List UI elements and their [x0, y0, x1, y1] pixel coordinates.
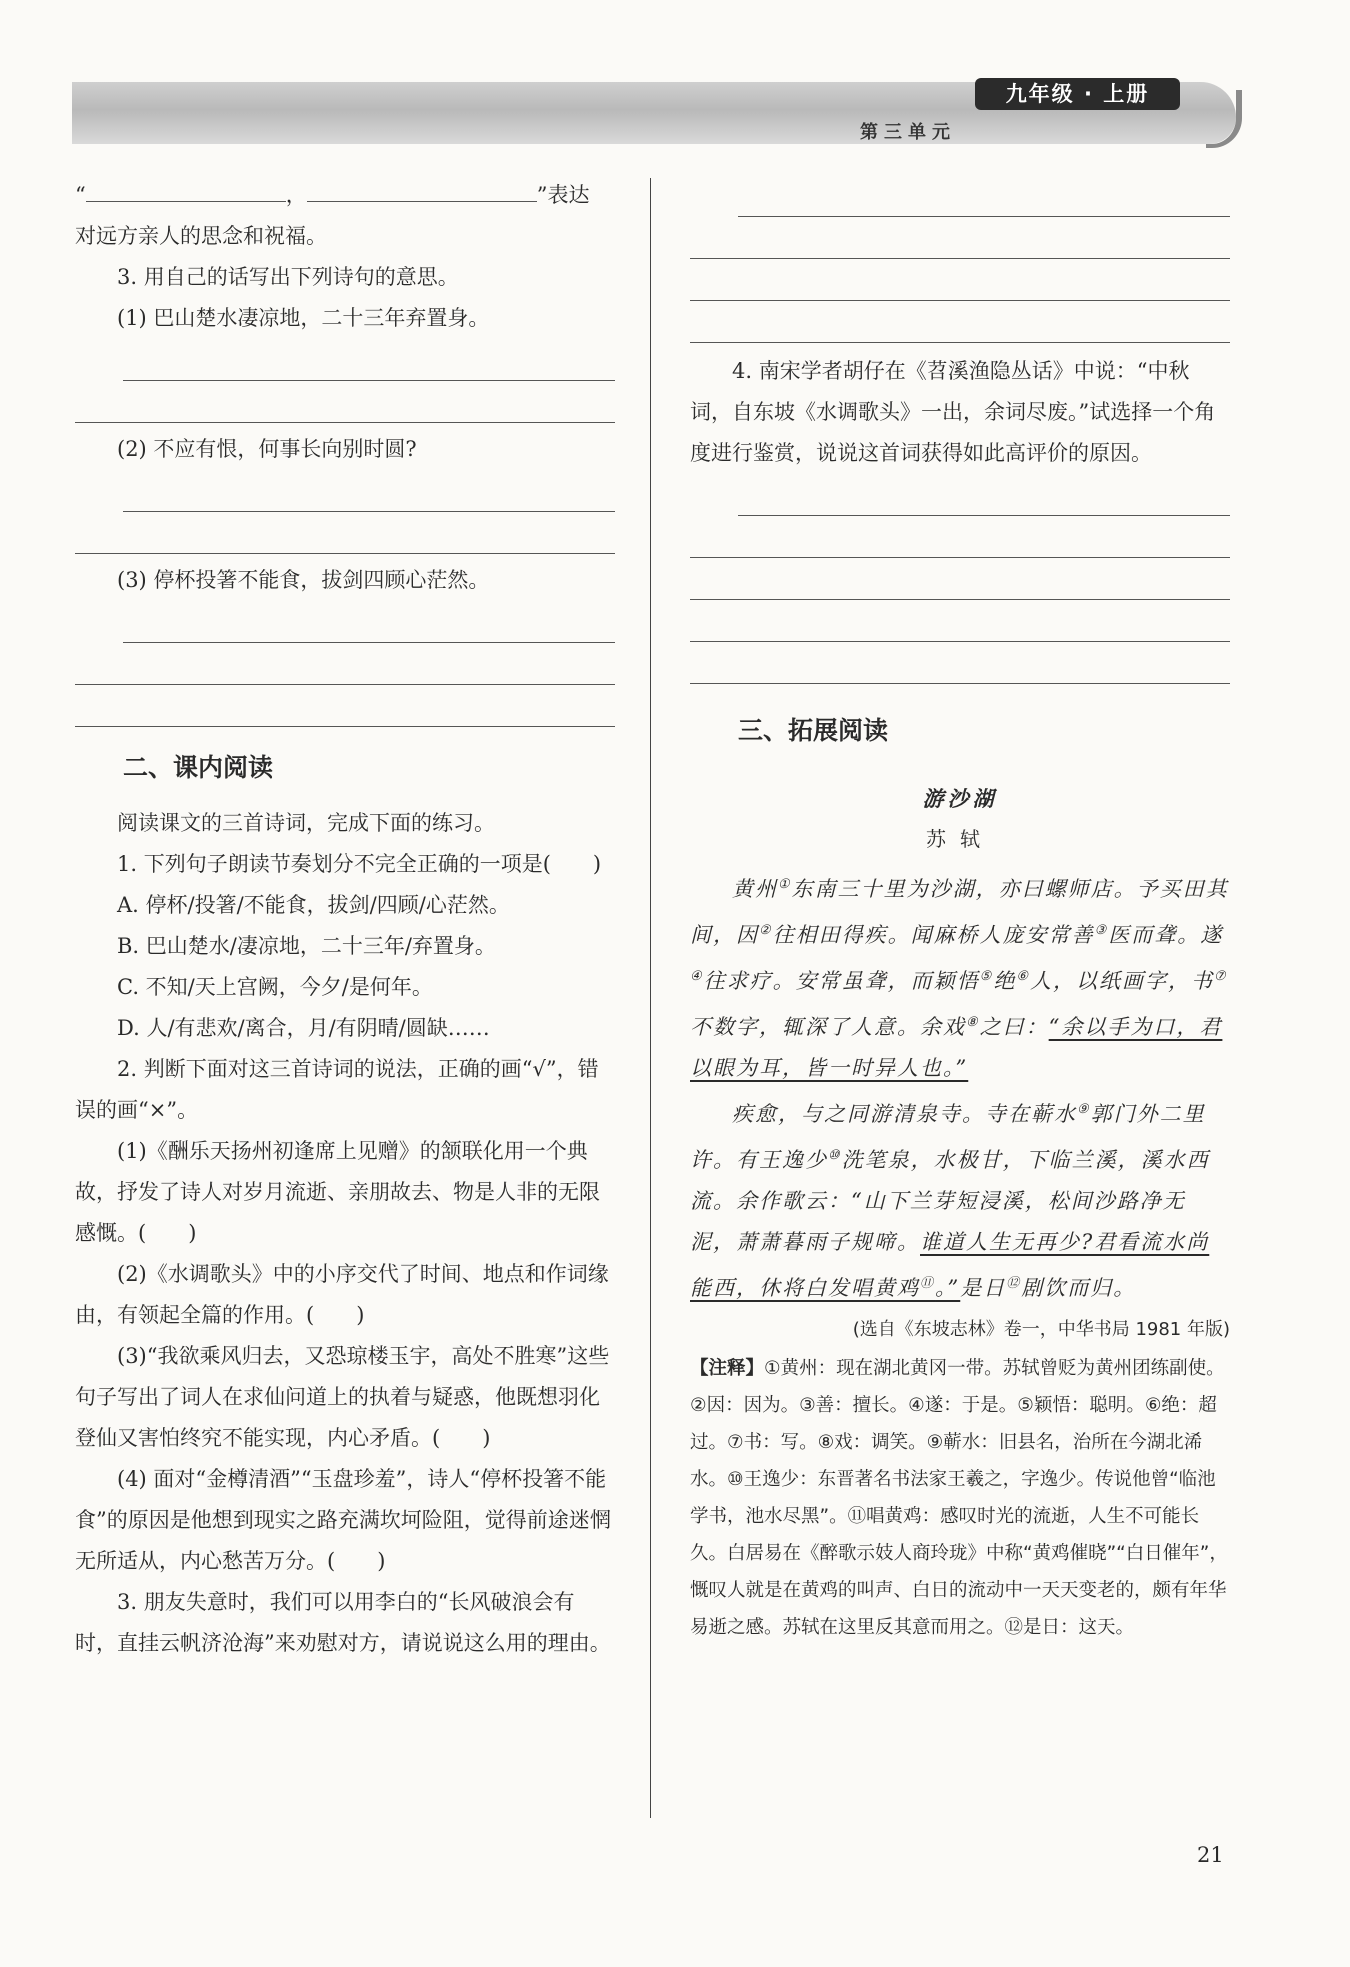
- passage-source: (选自《东坡志林》卷一，中华书局 1981 年版): [852, 1319, 1230, 1340]
- passage-title: 游沙湖: [922, 786, 998, 811]
- option-c: C. 不知/天上宫阙，今夕/是何年。: [117, 975, 433, 999]
- section-title-3: 三、拓展阅读: [738, 716, 889, 745]
- answer-line[interactable]: [75, 512, 615, 554]
- answer-line[interactable]: [690, 259, 1230, 301]
- reading-q2: 2. 判断下面对这三首诗词的说法，正确的画“√”，错误的画“×”。: [75, 1057, 599, 1122]
- q3-item-2: (2) 不应有恨，何事长向别时圆?: [117, 437, 417, 461]
- answer-line[interactable]: [75, 685, 615, 727]
- right-column: [690, 175, 1230, 1646]
- passage-paragraph-1: 黄州①东南三十里为沙湖，亦曰螺师店。予买田其间，因②往相田得疾。闻麻桥人庞安常善③医而聋。遂④往求疗。安常虽聋，而颖悟⑤绝⑥人，以纸画字，书⑦不数字，辄深了人意。余戏⑧之曰：“余以手为口，君以眼为耳，皆一时异人也。”: [690, 877, 1229, 1080]
- judge-item-4: (4) 面对“金樽清酒”“玉盘珍羞”，诗人“停杯投箸不能食”的原因是他想到现实之路充满坎坷险阻，觉得前途迷惘无所适从，内心愁苦万分。( ): [75, 1467, 611, 1573]
- grade-tab: 九年级 · 上册: [975, 78, 1180, 110]
- option-a: A. 停杯/投箸/不能食，拔剑/四顾/心茫然。: [117, 893, 510, 917]
- answer-line[interactable]: [690, 217, 1230, 259]
- unit-label: 第三单元: [860, 122, 956, 143]
- passage-paragraph-2: 疾愈，与之同游清泉寺。寺在蕲水⑨郭门外二里许。有王逸少⑩洗笔泉，水极甘，下临兰溪，溪水西流。余作歌云：“山下兰芽短浸溪，松间沙路净无泥，萧萧暮雨子规啼。谁道人生无再少?君看流水尚能西，休将白发唱黄鸡⑪。”是日⑫剧饮而归。: [690, 1102, 1210, 1300]
- answer-line[interactable]: [690, 642, 1230, 684]
- q3-heading: 3. 用自己的话写出下列诗句的意思。: [117, 265, 459, 289]
- answer-blank[interactable]: [86, 175, 286, 202]
- answer-line[interactable]: [690, 301, 1230, 343]
- q3-item-3: (3) 停杯投箸不能食，拔剑四顾心茫然。: [117, 568, 490, 592]
- underlined-sentence-1: “余以手为口，君以眼为耳，皆一时异人也。”: [690, 1015, 1223, 1080]
- answer-blank[interactable]: [307, 175, 537, 202]
- section-title-2: 二、课内阅读: [123, 753, 274, 782]
- column-divider: [650, 178, 651, 1818]
- option-d: D. 人/有悲欢/离合，月/有阴晴/圆缺……: [117, 1016, 490, 1040]
- q2-tail-text: 对远方亲人的思念和祝福。: [75, 224, 327, 248]
- passage-author: 苏轼: [926, 827, 994, 851]
- answer-line[interactable]: [690, 558, 1230, 600]
- answer-line[interactable]: [738, 474, 1230, 516]
- judge-item-2: (2)《水调歌头》中的小序交代了时间、地点和作词缘由，有领起全篇的作用。( ): [75, 1262, 609, 1327]
- section-2-intro: 阅读课文的三首诗词，完成下面的练习。: [117, 811, 495, 835]
- answer-line[interactable]: [75, 381, 615, 423]
- q3-item-1: (1) 巴山楚水凄凉地，二十三年弃置身。: [117, 306, 490, 330]
- answer-line[interactable]: [738, 175, 1230, 217]
- answer-line[interactable]: [75, 643, 615, 685]
- answer-line[interactable]: [690, 516, 1230, 558]
- q2-blanks-line: “ ， ”表达: [75, 175, 615, 216]
- answer-line[interactable]: [123, 470, 615, 512]
- annotations: 【注释】①黄州：现在湖北黄冈一带。苏轼曾贬为黄州团练副使。②因：因为。③善：擅长。④遂：于是。⑤颖悟：聪明。⑥绝：超过。⑦书：写。⑧戏：调笑。⑨蕲水：旧县名，治所在今湖北浠水。⑩王逸少：东晋著名书法家王羲之，字逸少。传说他曾“临池学书，池水尽黑”。⑪唱黄鸡：感叹时光的流逝，人生不可能长久。白居易在《醉歌示妓人商玲珑》中称“黄鸡催晓”“白日催年”，慨叹人就是在黄鸡的叫声、白日的流动中一天天变老的，颇有年华易逝之感。苏轼在这里反其意而用之。⑫是日：这天。: [690, 1358, 1228, 1638]
- reading-q1: 1. 下列句子朗读节奏划分不完全正确的一项是( ): [117, 852, 602, 876]
- judge-item-1: (1)《酬乐天扬州初逢席上见赠》的颔联化用一个典故，抒发了诗人对岁月流逝、亲朋故去、物是人非的无限感慨。( ): [75, 1139, 600, 1245]
- answer-line[interactable]: [123, 339, 615, 381]
- option-b: B. 巴山楚水/凄凉地，二十三年/弃置身。: [117, 934, 496, 958]
- judge-item-3: (3)“我欲乘风归去，又恐琼楼玉宇，高处不胜寒”这些句子写出了词人在求仙问道上的执着与疑惑，他既想羽化登仙又害怕终究不能实现，内心矛盾。( ): [75, 1344, 610, 1450]
- answer-line[interactable]: [690, 600, 1230, 642]
- page-number: 21: [1197, 1843, 1224, 1867]
- q2-tail: ”表达: [536, 183, 590, 207]
- reading-q4: 4. 南宋学者胡仔在《苕溪渔隐丛话》中说：“中秋词，自东坡《水调歌头》一出，余词尽废。”试选择一个角度进行鉴赏，说说这首词获得如此高评价的原因。: [690, 359, 1216, 465]
- underlined-sentence-2: 谁道人生无再少?君看流水尚能西，休将白发唱黄鸡⑪。”: [690, 1230, 1210, 1300]
- left-column: [75, 175, 615, 1664]
- reading-q3: 3. 朋友失意时，我们可以用李白的“长风破浪会有时，直挂云帆济沧海”来劝慰对方，请说说这么用的理由。: [75, 1590, 611, 1655]
- answer-line[interactable]: [123, 601, 615, 643]
